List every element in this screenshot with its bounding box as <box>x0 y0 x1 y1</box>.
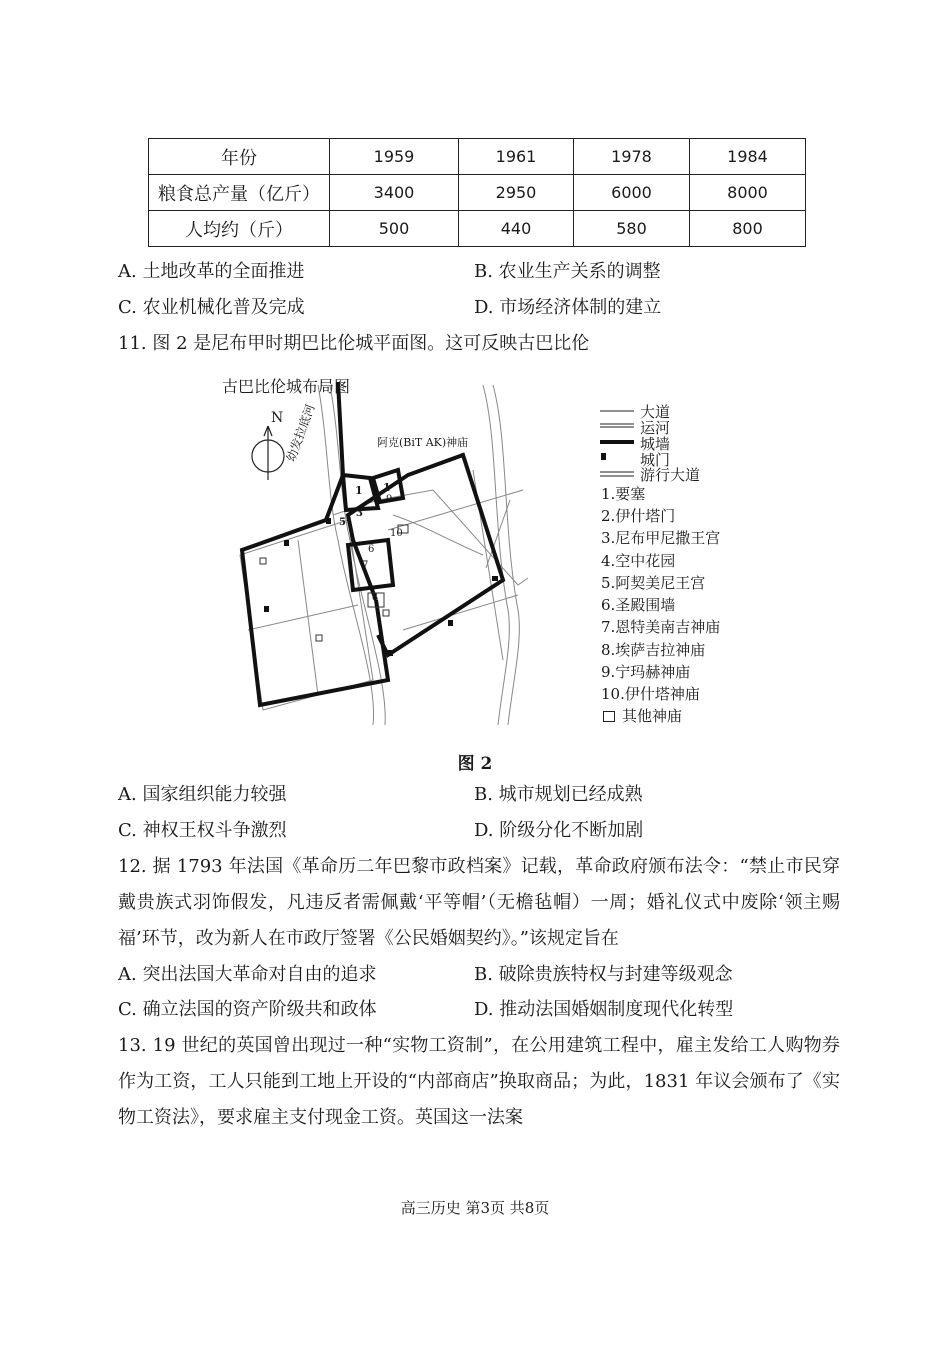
table-row <box>149 211 806 247</box>
table-cell: 3400 <box>330 175 459 211</box>
legend-wall: 城墙 <box>640 435 671 453</box>
q12-option-c: C. 确立法国的资产阶级共和政体 <box>118 999 377 1020</box>
q10-option-c: C. 农业机械化普及完成 <box>118 297 305 318</box>
table-cell: 8000 <box>690 175 806 211</box>
map-number: 5 <box>339 517 346 528</box>
map-number: 9 <box>386 494 393 505</box>
map-number: 1 <box>383 481 391 494</box>
legend-place: 2.伊什塔门 <box>601 507 676 525</box>
legend-place: 5.阿契美尼王宫 <box>601 574 706 592</box>
babylon-map <box>228 380 598 725</box>
q11-option-a: A. 国家组织能力较强 <box>118 784 287 805</box>
map-number: 8 <box>372 593 378 603</box>
q11-option-d: D. 阶级分化不断加剧 <box>474 820 644 841</box>
q13-stem: 13. 19 世纪的英国曾出现过一种“实物工资制”，在公用建筑工程中，雇主发给工人购物券作为工资，工人只能到工地上开设的“内部商店”换取商品；为此，1831 年议会颁布了《实物工资法》，要求雇主支付现金工资。英国这一法案 <box>118 1035 840 1128</box>
page-footer: 高三历史 第3页 共8页 <box>400 1199 550 1217</box>
map-number: 3 <box>356 508 363 519</box>
map-number: 6 <box>368 544 375 555</box>
legend-place: 7.恩特美南吉神庙 <box>601 618 721 636</box>
legend-place: 6.圣殿围墙 <box>601 596 676 614</box>
q11-stem: 11. 图 2 是尼布甲时期巴比伦城平面图。这可反映古巴比伦 <box>118 333 590 354</box>
grain-table <box>148 138 806 247</box>
legend-procession: 游行大道 <box>640 466 701 484</box>
table-row <box>149 139 806 175</box>
legend-road: 大道 <box>640 403 671 421</box>
map-number: 10 <box>390 528 403 539</box>
north-label: N <box>271 410 284 426</box>
table-cell: 6000 <box>574 175 690 211</box>
legend-place: 10.伊什塔神庙 <box>601 685 700 703</box>
legend-place: 3.尼布甲尼撒王宫 <box>601 529 721 547</box>
table-cell: 1978 <box>574 139 690 175</box>
table-cell: 粮食总产量（亿斤） <box>149 175 330 211</box>
q11-option-b: B. 城市规划已经成熟 <box>474 784 643 805</box>
temple-label: 阿克(BiT AK)神庙 <box>377 436 469 449</box>
figure-caption: 图 2 <box>457 754 493 774</box>
q12-stem: 12. 据 1793 年法国《革命历二年巴黎市政档案》记载，革命政府颁布法令：“禁止市民穿戴贵族式羽饰假发，凡违反者需佩戴‘平等帽’（无檐毡帽）一周；婚礼仪式中废除‘领主赐福’环节，改为新人在市政厅签署《公民婚姻契约》。”该规定旨在 <box>118 856 840 949</box>
q10-option-d: D. 市场经济体制的建立 <box>474 297 662 318</box>
q12-option-b: B. 破除贵族特权与封建等级观念 <box>474 964 733 985</box>
table-cell: 1961 <box>459 139 574 175</box>
table-cell: 800 <box>690 211 806 247</box>
map-number: 1 <box>355 484 363 497</box>
legend-gate: 城门 <box>640 451 671 469</box>
table-cell: 580 <box>574 211 690 247</box>
table-cell: 1984 <box>690 139 806 175</box>
legend-place: 9.宁玛赫神庙 <box>601 663 691 681</box>
river-label: 幼发拉底河 <box>283 402 318 464</box>
legend-canal: 运河 <box>640 419 671 437</box>
legend-symbols <box>598 402 638 482</box>
map-number: 7 <box>362 560 369 571</box>
table-row <box>149 175 806 211</box>
q10-option-b: B. 农业生产关系的调整 <box>474 261 661 282</box>
q12-option-a: A. 突出法国大革命对自由的追求 <box>118 964 377 985</box>
table-cell: 2950 <box>459 175 574 211</box>
legend-place: 1.要塞 <box>601 485 646 503</box>
q10-option-a: A. 土地改革的全面推进 <box>118 261 305 282</box>
table-cell: 500 <box>330 211 459 247</box>
table-cell: 人均约（斤） <box>149 211 330 247</box>
legend-place: 8.埃萨吉拉神庙 <box>601 641 706 659</box>
table-cell: 440 <box>459 211 574 247</box>
q12-option-d: D. 推动法国婚姻制度现代化转型 <box>474 999 734 1020</box>
temple-square-icon <box>603 711 615 722</box>
legend-other-temples: 其他神庙 <box>622 707 683 725</box>
map-title: 古巴比伦城布局图 <box>222 377 351 396</box>
q11-option-c: C. 神权王权斗争激烈 <box>118 820 287 841</box>
table-cell: 1959 <box>330 139 459 175</box>
legend-place: 4.空中花园 <box>601 552 676 570</box>
table-cell: 年份 <box>149 139 330 175</box>
